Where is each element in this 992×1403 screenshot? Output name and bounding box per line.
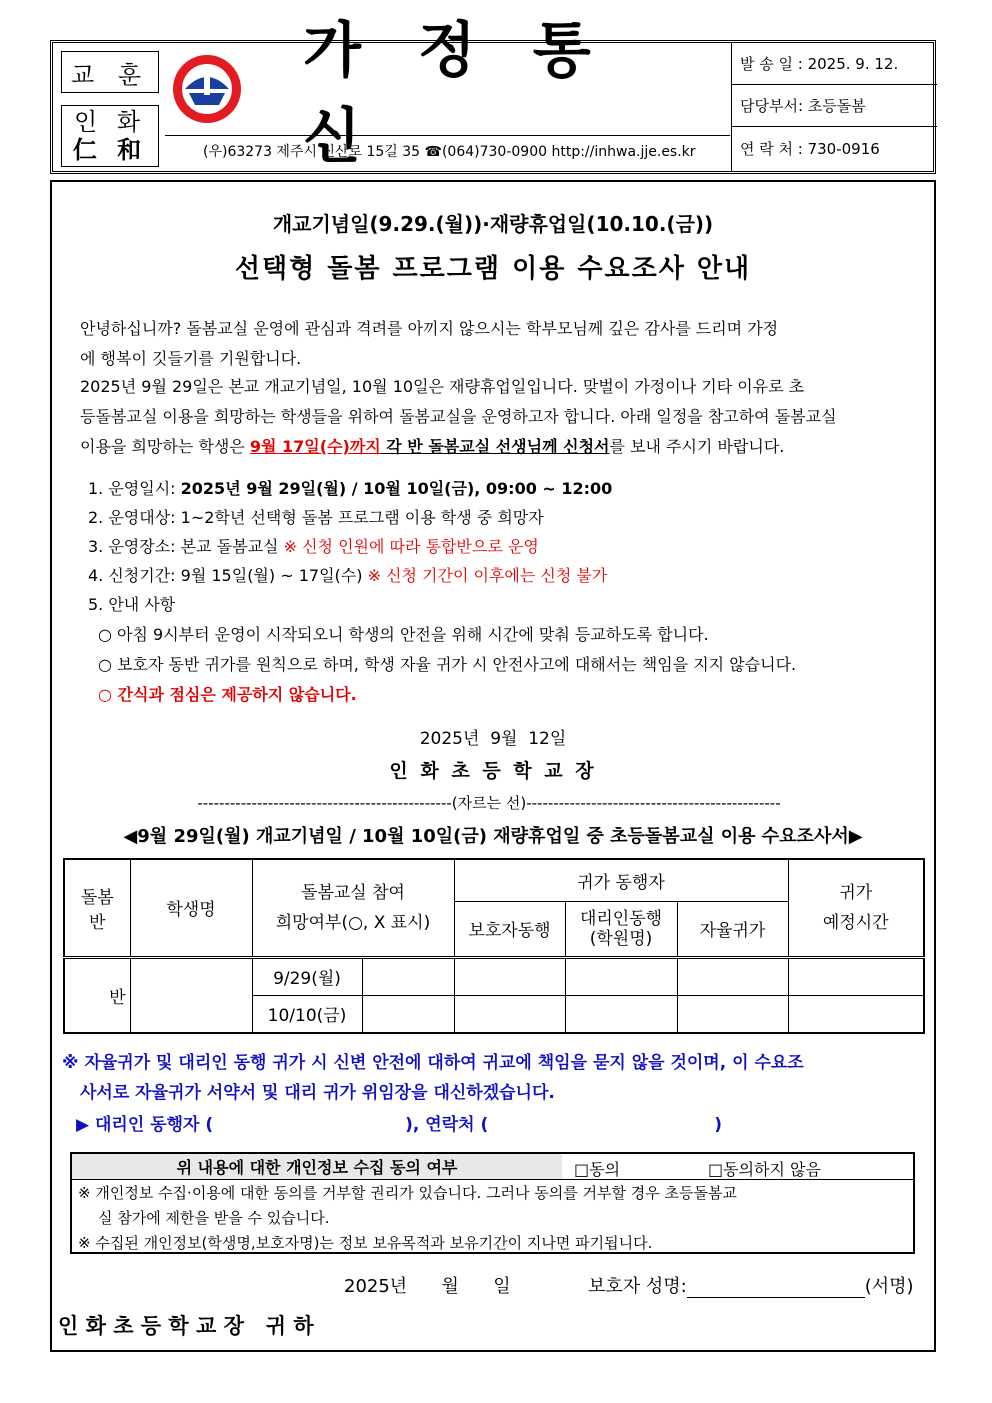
header-text: 돌봄교실 참여 <box>301 882 405 903</box>
item-text: 9월 15일(월) ~ 17일(수) <box>180 566 368 585</box>
class-suffix: 반 <box>109 987 126 1008</box>
guide-item: ○ 아침 9시부터 운영이 시작되오니 학생의 안전을 위해 시간에 맞춰 등교하도록 합니다. <box>98 625 709 644</box>
info-item-5 <box>88 590 175 619</box>
submission-highlight: 각 반 돌봄교실 선생님께 신청서 <box>380 437 610 456</box>
motto-label: 교 훈 <box>61 51 159 93</box>
header-text: (학원명) <box>589 928 653 949</box>
sign-date[interactable]: 2025년 월 일 <box>344 1276 511 1297</box>
guide-item: ○ 간식과 점심은 제공하지 않습니다. <box>98 685 357 704</box>
header-text: 예정시간 <box>822 912 889 933</box>
item-label: 1. 운영일시: <box>88 479 181 498</box>
header-return-time <box>788 859 924 957</box>
survey-table <box>63 858 925 1034</box>
newsletter-title: 가 정 통 신 <box>303 16 609 172</box>
item-note: ※ 신청 인원에 따라 통합반으로 운영 <box>283 537 539 556</box>
header-proxy <box>565 901 677 957</box>
paragraph-line <box>80 432 940 462</box>
disagree-checkbox[interactable]: □동의하지 않음 <box>708 1160 821 1179</box>
guardian-cell[interactable] <box>454 957 565 995</box>
warning-line: 사서로 자율귀가 서약서 및 대리 귀가 위임장을 대신하겠습니다. <box>80 1083 555 1103</box>
principal-name: 인 화 초 등 학 교 장 <box>389 760 597 782</box>
info-item-2 <box>88 503 544 532</box>
item-label: 5. 안내 사항 <box>88 595 176 614</box>
participation-cell[interactable] <box>362 957 454 995</box>
participation-cell[interactable] <box>362 995 454 1033</box>
proxy-end: ) <box>714 1115 723 1135</box>
proxy-cell[interactable] <box>565 957 677 995</box>
note-line: ※ 수집된 개인정보(학생명,보호자명)는 정보 보유목적과 보유기간이 지나면 파기됩니다. <box>78 1234 653 1252</box>
date-cell: 9/29(월) <box>252 957 362 995</box>
self-return-cell[interactable] <box>677 957 788 995</box>
liability-warning <box>62 1048 804 1108</box>
department: 담당부서: 초등돌봄 <box>732 85 937 127</box>
warning-line: ※ 자율귀가 및 대리인 동행 귀가 시 신변 안전에 대하여 귀교에 책임을 묻지 않을 것이며, 이 수요조 <box>62 1053 804 1073</box>
notice-date: 2025년 9월 12일 <box>419 729 567 749</box>
agree-checkbox[interactable]: □동의 <box>574 1160 621 1179</box>
paragraph-line: 에 행복이 깃들기를 기원합니다. <box>80 349 302 368</box>
header-class <box>64 859 130 957</box>
consent-header <box>72 1154 913 1180</box>
header-text: 희망여부(○, X 표시) <box>275 912 431 933</box>
paragraph-1 <box>80 314 940 374</box>
notice-subtitle: 개교기념일(9.29.(월))·재량휴업일(10.10.(금)) <box>272 212 714 236</box>
proxy-cell[interactable] <box>565 995 677 1033</box>
note-line: 실 참가에 제한을 받을 수 있습니다. <box>98 1209 330 1227</box>
issue-date: 발 송 일 : 2025. 9. 12. <box>732 43 937 85</box>
date-cell: 10/10(금) <box>252 995 362 1033</box>
form-title: ◀9월 29일(월) 개교기념일 / 10월 10일(금) 재량휴업일 중 초등돌봄교실 이용 수요조사서▶ <box>123 826 863 847</box>
paragraph-line: 안녕하십니까? 돌봄교실 운영에 관심과 격려를 아끼지 않으시는 학부모님께 깊은 감사를 드리며 가정 <box>80 319 779 338</box>
signature-label: 보호자 성명: <box>588 1276 687 1297</box>
paragraph-line: 등돌봄교실 이용을 희망하는 학생들을 위하여 돌봄교실을 운영하고자 합니다. 아래 일정을 참고하여 돌봄교실 <box>80 407 837 426</box>
header-participation <box>252 859 454 957</box>
letterhead <box>50 16 936 174</box>
item-label: 4. 신청기간: <box>88 566 181 585</box>
header-text: 귀가 <box>839 882 873 903</box>
recipient: 인 화 초 등 학 교 장 귀 하 <box>58 1314 314 1338</box>
motto-value <box>61 105 159 167</box>
return-time-cell[interactable] <box>788 995 924 1033</box>
school-logo-icon <box>171 53 243 125</box>
consent-title: 위 내용에 대한 개인정보 수집 동의 여부 <box>72 1154 562 1179</box>
consent-box <box>70 1152 915 1254</box>
header-guardian: 보호자동행 <box>454 901 565 957</box>
consent-note <box>78 1181 737 1256</box>
header-info-panel <box>731 43 937 171</box>
signature-end: (서명) <box>864 1276 914 1297</box>
guardian-cell[interactable] <box>454 995 565 1033</box>
motto-korean: 인 화 <box>74 108 146 136</box>
item-label: 2. 운영대상: <box>88 508 181 527</box>
proxy-info[interactable] <box>76 1110 722 1135</box>
paragraph-line: 2025년 9월 29일은 본교 개교기념일, 10월 10일은 재량휴업일입니다. 맞벌이 가정이나 기타 이유로 초 <box>80 377 805 396</box>
header-self-return: 자율귀가 <box>677 901 788 957</box>
item-label: 3. 운영장소: <box>88 537 181 556</box>
proxy-contact-label: ), 연락처 ( <box>405 1115 489 1135</box>
item-note: ※ 신청 기간이 이후에는 신청 불가 <box>367 566 608 585</box>
paragraph-2 <box>80 372 940 462</box>
contact: 연 락 처 : 730-0916 <box>740 139 880 158</box>
guide-item: ○ 보호자 동반 귀가를 원칙으로 하며, 학생 자율 귀가 시 안전사고에 대해서는 책임을 지지 않습니다. <box>98 655 797 674</box>
item-text: 1~2학년 선택형 돌봄 프로그램 이용 학생 중 희망자 <box>180 508 544 527</box>
cut-line: -----------------------------------------------(자르는 선)----------------------------------------------- <box>197 794 781 812</box>
school-address: (우)63273 제주시 신산로 15길 35 ☎(064)730-0900 http://inhwa.jje.es.kr <box>203 144 696 160</box>
student-name-cell[interactable] <box>130 957 252 1033</box>
item-text: 본교 돌봄교실 <box>180 537 284 556</box>
header-text: 대리인동행 <box>579 908 663 929</box>
info-item-3 <box>88 532 539 561</box>
self-return-cell[interactable] <box>677 995 788 1033</box>
paragraph-text: 이용을 희망하는 학생은 <box>80 437 250 456</box>
motto-hanja: 仁 和 <box>72 135 148 164</box>
paragraph-text: 를 보내 주시기 바랍니다. <box>609 437 785 456</box>
proxy-label: ▶ 대리인 동행자 ( <box>76 1115 214 1135</box>
note-line: ※ 개인정보 수집·이용에 대한 동의를 거부할 권리가 있습니다. 그러나 동의를 거부할 경우 초등돌봄교 <box>78 1184 737 1202</box>
header-student: 학생명 <box>130 859 252 957</box>
info-item-1 <box>88 474 612 503</box>
notice-title: 선택형 돌봄 프로그램 이용 수요조사 안내 <box>234 254 752 284</box>
header-text: 돌봄 <box>80 887 114 908</box>
class-cell[interactable] <box>64 957 130 1033</box>
guardian-signature[interactable] <box>588 1272 914 1298</box>
return-time-cell[interactable] <box>788 957 924 995</box>
header-companion: 귀가 동행자 <box>454 859 788 901</box>
header-text: 반 <box>89 912 106 933</box>
item-text: 2025년 9월 29일(월) / 10월 10일(금), 09:00 ~ 12:00 <box>180 479 613 498</box>
info-item-4 <box>88 561 607 590</box>
deadline-highlight: 9월 17일(수)까지 <box>249 437 381 456</box>
